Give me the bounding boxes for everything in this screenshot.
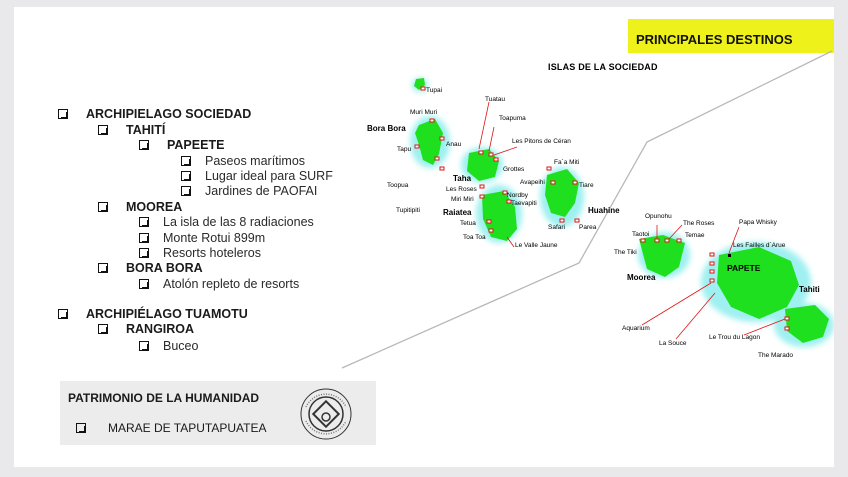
outline-bora-label: BORA BORA: [126, 261, 203, 275]
checkbox-icon: [98, 324, 108, 334]
checkbox-icon: [98, 202, 108, 212]
checkbox-icon: [58, 109, 68, 119]
heritage-box: [60, 381, 376, 445]
slide: [14, 7, 834, 467]
site-label-papawhisky: Papa Whisky: [739, 219, 777, 226]
society-islands-map: [339, 57, 834, 367]
checkbox-icon: [139, 140, 149, 150]
site-label-taevapiti: Taevapiti: [511, 200, 537, 207]
world-heritage-emblem-icon: [298, 387, 354, 441]
outline-rangiroa-label: RANGIROA: [126, 322, 195, 336]
outline-tuamotu-label: ARCHIPIÉLAGO TUAMOTU: [86, 307, 248, 321]
outline-papeete-label: PAPEETE: [167, 138, 225, 152]
outline-moorea: [98, 200, 182, 214]
site-label-pitons: Les Pitons de Céran: [512, 138, 571, 145]
site-label-roses: Les Roses: [446, 186, 477, 193]
site-label-temae: Temae: [685, 232, 705, 239]
checkbox-icon: [139, 279, 149, 289]
map-title: ISLAS DE LA SOCIEDAD: [548, 62, 658, 72]
checkbox-icon: [139, 248, 149, 258]
island-label-papete: PAPETE: [727, 263, 761, 273]
list-item: Lugar ideal para SURF: [181, 169, 333, 183]
checkbox-icon: [181, 171, 191, 181]
site-label-tupai: Tupai: [426, 87, 443, 94]
site-label-taotoi: Taotoi: [632, 231, 650, 238]
site-label-nordby: Nordby: [507, 192, 528, 199]
page-title: PRINCIPALES DESTINOS: [636, 32, 793, 47]
outline-sociedad: [58, 107, 251, 121]
checkbox-icon: [139, 341, 149, 351]
island-label-moorea: Moorea: [627, 273, 656, 282]
outline-tahiti: [98, 123, 165, 137]
island-label-taha: Taha: [453, 174, 472, 183]
list-item: Jardines de PAOFAI: [181, 184, 317, 198]
site-label-tapu: Tapu: [397, 146, 412, 153]
site-label-failles: Les Failles d´Arue: [733, 242, 786, 249]
checkbox-icon: [139, 233, 149, 243]
checkbox-icon: [139, 217, 149, 227]
papete-marker: [728, 254, 731, 257]
checkbox-icon: [98, 263, 108, 273]
island-label-raiatea: Raiatea: [443, 208, 472, 217]
site-label-tiare: Tiare: [579, 182, 594, 189]
outline-sociedad-label: ARCHIPIELAGO SOCIEDAD: [86, 107, 252, 121]
site-label-theroses: The Roses: [683, 220, 715, 227]
checkbox-icon: [181, 156, 191, 166]
site-label-marado: The Marado: [758, 352, 794, 359]
outline-tuamotu: [58, 307, 248, 321]
outline-bora: [98, 261, 203, 275]
site-label-toatoa: Toa Toa: [463, 234, 486, 241]
list-item: Atolón repleto de resorts: [139, 277, 299, 291]
checkbox-icon: [181, 186, 191, 196]
site-label-souce: La Souce: [659, 340, 687, 347]
list-item: Paseos marítimos: [181, 154, 305, 168]
island-label-bora: Bora Bora: [367, 124, 406, 133]
list-item: Monte Rotui 899m: [139, 231, 265, 245]
checkbox-icon: [58, 309, 68, 319]
site-label-anau: Anau: [446, 141, 462, 148]
site-label-tiki: The Tiki: [614, 249, 637, 256]
site-label-murimuri: Muri Muri: [410, 109, 438, 116]
list-item: La isla de las 8 radiaciones: [139, 215, 314, 229]
site-label-grottes: Grottes: [503, 166, 525, 173]
site-label-tupitipiti: Tupitipiti: [396, 207, 420, 214]
site-label-mirimiri: Miri Miri: [451, 196, 474, 203]
site-label-safari: Safari: [548, 224, 565, 231]
site-label-valle: Le Valle Jaune: [515, 242, 558, 249]
outline-rangiroa: [98, 322, 194, 336]
checkbox-icon: [76, 423, 86, 433]
island-label-huahine: Huahine: [588, 206, 620, 215]
list-item: Resorts hoteleros: [139, 246, 261, 260]
heritage-title: PATRIMONIO DE LA HUMANIDAD: [68, 391, 260, 405]
list-item: Buceo: [139, 339, 198, 353]
site-label-tuatau: Tuatau: [485, 96, 505, 103]
site-label-faamiti: Fa´a Miti: [554, 159, 580, 166]
outline-papeete: [139, 138, 224, 152]
site-label-aquarium: Aquarium: [622, 325, 650, 332]
site-label-parea: Parea: [579, 224, 597, 231]
heritage-item: MARAE DE TAPUTAPUATEA: [76, 421, 266, 435]
site-label-troulagon: Le Trou du Lagon: [709, 334, 760, 341]
site-label-toapuma: Toapuma: [499, 115, 526, 122]
site-label-tetua: Tetua: [460, 220, 476, 227]
site-label-toopua: Toopua: [387, 182, 409, 189]
checkbox-icon: [98, 125, 108, 135]
outline-moorea-label: MOOREA: [126, 200, 183, 214]
outline-tahiti-label: TAHITÍ: [126, 123, 166, 137]
site-label-opunohu: Opunohu: [645, 213, 672, 220]
island-label-tahiti: Tahiti: [799, 285, 820, 294]
site-label-avapeihi: Avapeihi: [520, 179, 545, 186]
